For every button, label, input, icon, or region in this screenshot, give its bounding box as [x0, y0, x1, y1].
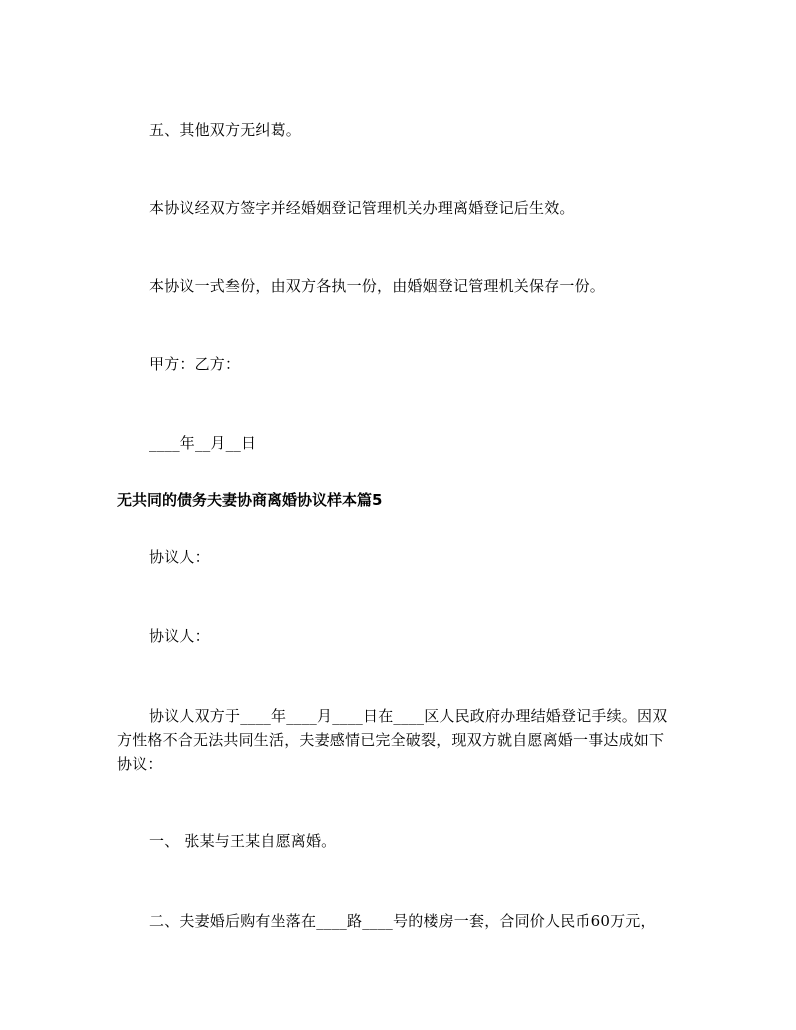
section-heading: 无共同的债务夫妻协商离婚协议样本篇5: [117, 491, 383, 509]
paragraph-date-line: ____年__月__日: [149, 434, 257, 452]
paragraph-preamble-line-1: 协议人双方于____年____月____日在____区人民政府办理结婚登记手续。因双: [149, 707, 668, 725]
paragraph-signatories: 甲方：乙方：: [149, 355, 241, 373]
paragraph-preamble-line-3: 协议：: [117, 755, 163, 773]
paragraph-party-2: 协议人：: [149, 627, 210, 645]
paragraph-clause-1: 一、 张某与王某自愿离婚。: [149, 832, 337, 850]
paragraph-effective-condition: 本协议经双方签字并经婚姻登记管理机关办理离婚登记后生效。: [149, 199, 575, 217]
paragraph-other-no-disputes: 五、其他双方无纠葛。: [149, 121, 302, 139]
paragraph-party-1: 协议人：: [149, 548, 210, 566]
paragraph-copies: 本协议一式叁份，由双方各执一份，由婚姻登记管理机关保存一份。: [149, 277, 606, 295]
paragraph-clause-2: 二、夫妻婚后购有坐落在____路____号的楼房一套，合同价人民币60万元，: [149, 912, 656, 930]
paragraph-preamble-line-2: 方性格不合无法共同生活，夫妻感情已完全破裂，现双方就自愿离婚一事达成如下: [117, 731, 665, 749]
